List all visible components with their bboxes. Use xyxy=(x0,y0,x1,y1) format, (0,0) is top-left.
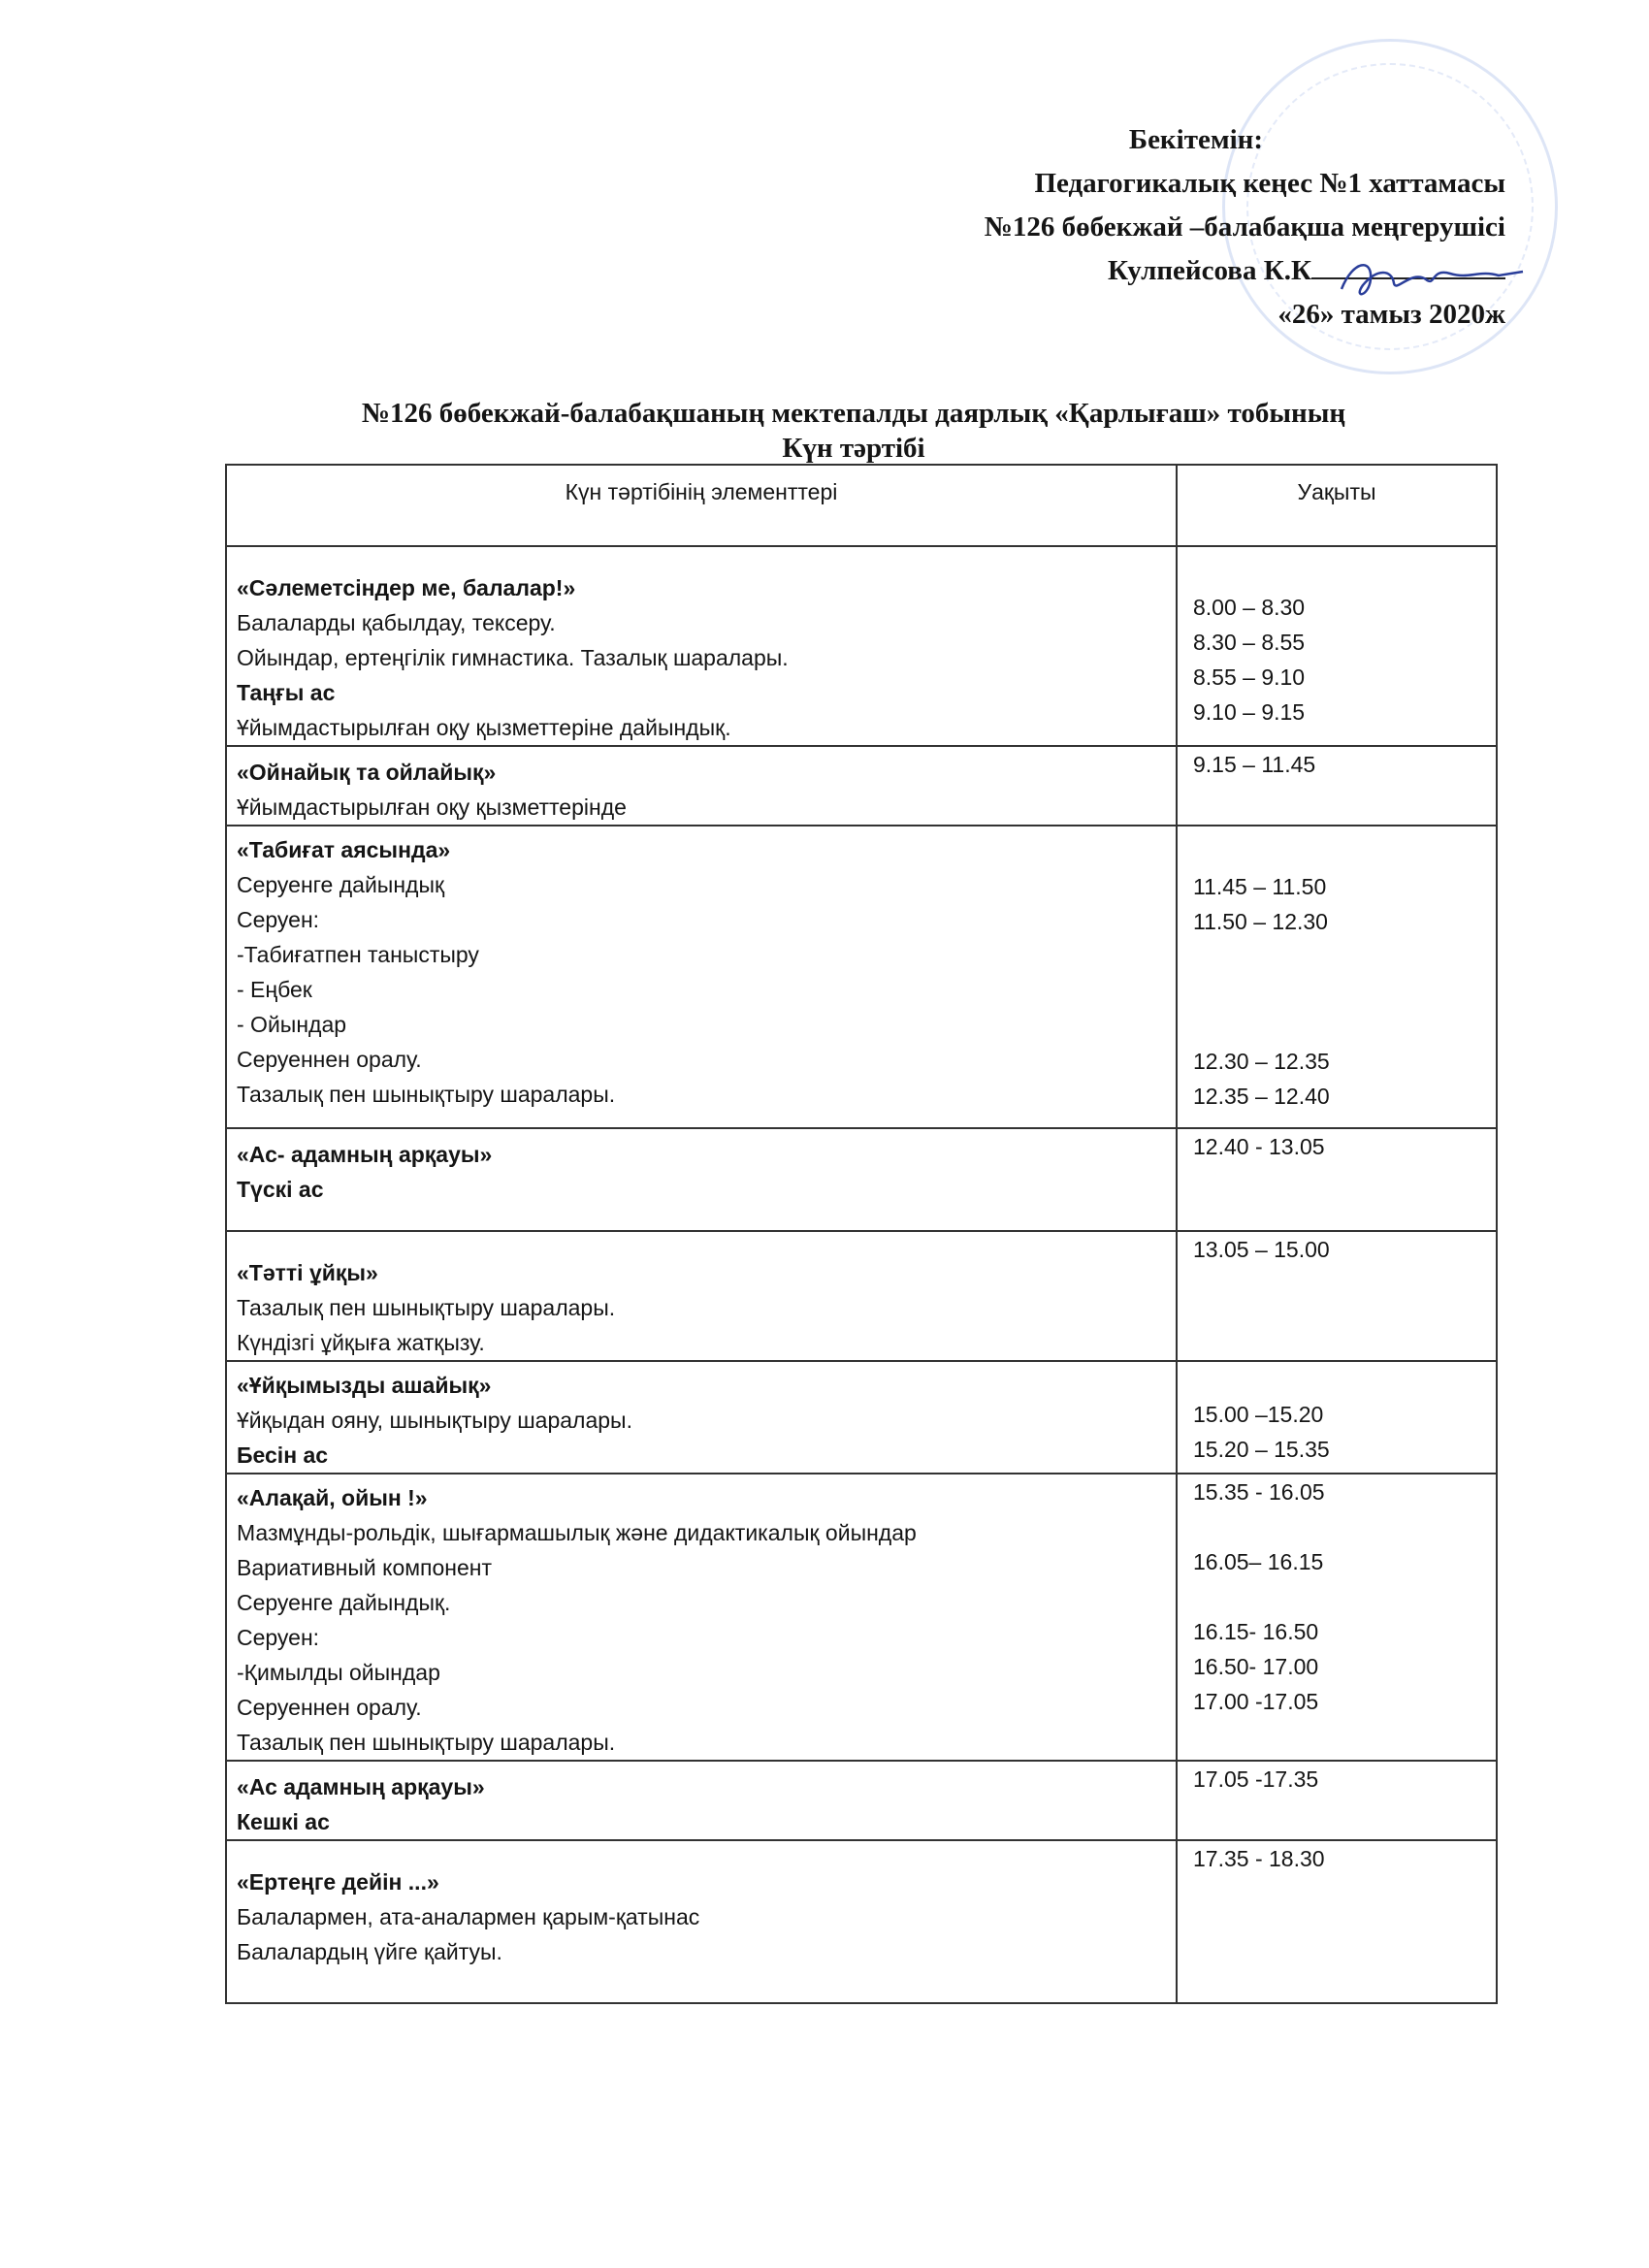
time-line xyxy=(1193,1509,1496,1544)
activity-line: «Ас адамның арқауы» xyxy=(237,1774,485,1799)
activity-line: - Ойындар xyxy=(237,1012,347,1037)
handwritten-signature xyxy=(1334,250,1528,308)
time-line xyxy=(1193,939,1496,974)
time-line: 13.05 – 15.00 xyxy=(1193,1237,1330,1262)
table-row xyxy=(226,546,1497,746)
activity-line: «Алақай, ойын !» xyxy=(237,1485,428,1510)
activity-line: Мазмұнды-рольдік, шығармашылық және дидактикалық ойындар xyxy=(237,1520,917,1545)
table-row xyxy=(226,1231,1497,1361)
time-line xyxy=(1193,834,1496,869)
table-row xyxy=(226,1361,1497,1474)
time-line: 16.05– 16.15 xyxy=(1193,1549,1324,1574)
time-cell xyxy=(1177,1474,1497,1761)
activity-line: Балалармен, ата-аналармен қарым-қатынас xyxy=(237,1904,700,1929)
activity-line: «Ойнайық та ойлайық» xyxy=(237,760,497,785)
time-cell xyxy=(1177,1128,1497,1231)
time-line: 17.05 -17.35 xyxy=(1193,1766,1319,1792)
title-line-group: №126 бөбекжай-балабақшаның мектепалды даярлық «Қарлығаш» тобының xyxy=(361,398,1346,429)
time-line: 8.00 – 8.30 xyxy=(1193,595,1306,620)
activity-line: Серуен: xyxy=(237,1625,320,1650)
activity-line: Таңғы ас xyxy=(237,680,336,705)
activity-cell xyxy=(226,546,1177,746)
activity-line: Ұйқыдан ояну, шынықтыру шаралары. xyxy=(237,1408,632,1433)
time-line: 8.55 – 9.10 xyxy=(1193,664,1306,690)
activity-line: Ұйымдастырылған оқу қызметтеріне дайындық. xyxy=(237,715,731,740)
time-cell xyxy=(1177,1840,1497,2003)
time-line: 8.30 – 8.55 xyxy=(1193,630,1306,655)
activity-line: «Тәтті ұйқы» xyxy=(237,1260,378,1285)
table-row xyxy=(226,1761,1497,1840)
activity-cell xyxy=(226,1128,1177,1231)
activity-cell xyxy=(226,1361,1177,1474)
time-cell xyxy=(1177,746,1497,826)
table-row xyxy=(226,826,1497,1128)
activity-line: -Қимылды ойындар xyxy=(237,1660,440,1685)
time-line xyxy=(1193,1719,1496,1754)
activity-line: Вариативный компонент xyxy=(237,1555,493,1580)
activity-line: «Ас- адамның арқауы» xyxy=(237,1142,493,1167)
table-row xyxy=(226,746,1497,826)
time-line: 12.35 – 12.40 xyxy=(1193,1084,1330,1109)
activity-cell xyxy=(226,1761,1177,1840)
time-line: 15.00 –15.20 xyxy=(1193,1402,1324,1427)
time-line: 15.20 – 15.35 xyxy=(1193,1437,1330,1462)
time-line: 9.15 – 11.45 xyxy=(1193,752,1316,777)
approval-date: «26» тамыз 2020ж xyxy=(1277,299,1505,330)
header-time: Уақыты xyxy=(1177,465,1497,546)
header-elements: Күн тәртібінің элементтері xyxy=(226,465,1177,546)
activity-line: Тазалық пен шынықтыру шаралары. xyxy=(237,1295,616,1320)
activity-line: Серуеннен оралу. xyxy=(237,1695,422,1720)
activity-line: Серуеннен оралу. xyxy=(237,1047,422,1072)
time-cell xyxy=(1177,1361,1497,1474)
activity-line: «Сәлеметсіндер ме, балалар!» xyxy=(237,575,576,600)
activity-line: «Табиғат аясында» xyxy=(237,837,451,862)
activity-line: Тазалық пен шынықтыру шаралары. xyxy=(237,1082,616,1107)
time-line xyxy=(1193,555,1496,590)
time-line: 17.35 - 18.30 xyxy=(1193,1846,1325,1871)
time-line: 11.50 – 12.30 xyxy=(1193,909,1328,934)
activity-cell xyxy=(226,826,1177,1128)
activity-line: Бесін ас xyxy=(237,1442,329,1468)
approval-heading: Бекітемін: xyxy=(1128,124,1263,155)
time-cell xyxy=(1177,546,1497,746)
approval-head-position: №126 бөбекжай –балабақша меңгерушісі xyxy=(984,211,1505,243)
time-line xyxy=(1193,1009,1496,1044)
document-title xyxy=(223,396,1484,466)
table-row xyxy=(226,1474,1497,1761)
time-line xyxy=(1193,974,1496,1009)
time-line: 11.45 – 11.50 xyxy=(1193,874,1327,899)
activity-line: Серуен: xyxy=(237,907,320,932)
activity-line: Кешкі ас xyxy=(237,1809,330,1834)
activity-line: -Табиғатпен таныстыру xyxy=(237,942,479,967)
activity-line: Түскі ас xyxy=(237,1177,324,1202)
time-line: 16.50- 17.00 xyxy=(1193,1654,1319,1679)
activity-line: Серуенге дайындық. xyxy=(237,1590,451,1615)
table-header-row xyxy=(226,465,1497,546)
time-line xyxy=(1193,1579,1496,1614)
time-cell xyxy=(1177,1231,1497,1361)
activity-cell xyxy=(226,1474,1177,1761)
time-line: 12.40 - 13.05 xyxy=(1193,1134,1325,1159)
activity-line: Күндізгі ұйқыға жатқызу. xyxy=(237,1330,485,1355)
time-line: 17.00 -17.05 xyxy=(1193,1689,1319,1714)
activity-line: Тазалық пен шынықтыру шаралары. xyxy=(237,1730,616,1755)
time-cell xyxy=(1177,826,1497,1128)
daily-schedule-table xyxy=(225,464,1498,2004)
activity-line: «Ертеңге дейін ...» xyxy=(237,1869,439,1895)
activity-line: - Еңбек xyxy=(237,977,312,1002)
activity-line: Ойындар, ертеңгілік гимнастика. Тазалық шаралары. xyxy=(237,645,789,670)
time-line: 15.35 - 16.05 xyxy=(1193,1479,1325,1505)
table-body xyxy=(226,546,1497,2003)
activity-line: Серуенге дайындық xyxy=(237,872,445,897)
approval-council-protocol: Педагогикалық кеңес №1 хаттамасы xyxy=(1034,168,1505,199)
activity-line: Балаларды қабылдау, тексеру. xyxy=(237,610,556,635)
table-row xyxy=(226,1128,1497,1231)
activity-line: Ұйымдастырылған оқу қызметтерінде xyxy=(237,794,627,820)
activity-line: Балалардың үйге қайтуы. xyxy=(237,1939,502,1964)
time-line: 12.30 – 12.35 xyxy=(1193,1049,1330,1074)
approval-signer-name: Кулпейсова К.К xyxy=(1107,255,1311,286)
activity-cell xyxy=(226,746,1177,826)
time-line: 9.10 – 9.15 xyxy=(1193,699,1306,725)
time-line xyxy=(1193,1362,1496,1397)
table-row xyxy=(226,1840,1497,2003)
time-line: 16.15- 16.50 xyxy=(1193,1619,1319,1644)
time-cell xyxy=(1177,1761,1497,1840)
activity-cell xyxy=(226,1840,1177,2003)
activity-line: «Ұйқымызды ашайық» xyxy=(237,1373,492,1398)
activity-cell xyxy=(226,1231,1177,1361)
title-line-schedule: Күн тәртібі xyxy=(782,433,925,464)
